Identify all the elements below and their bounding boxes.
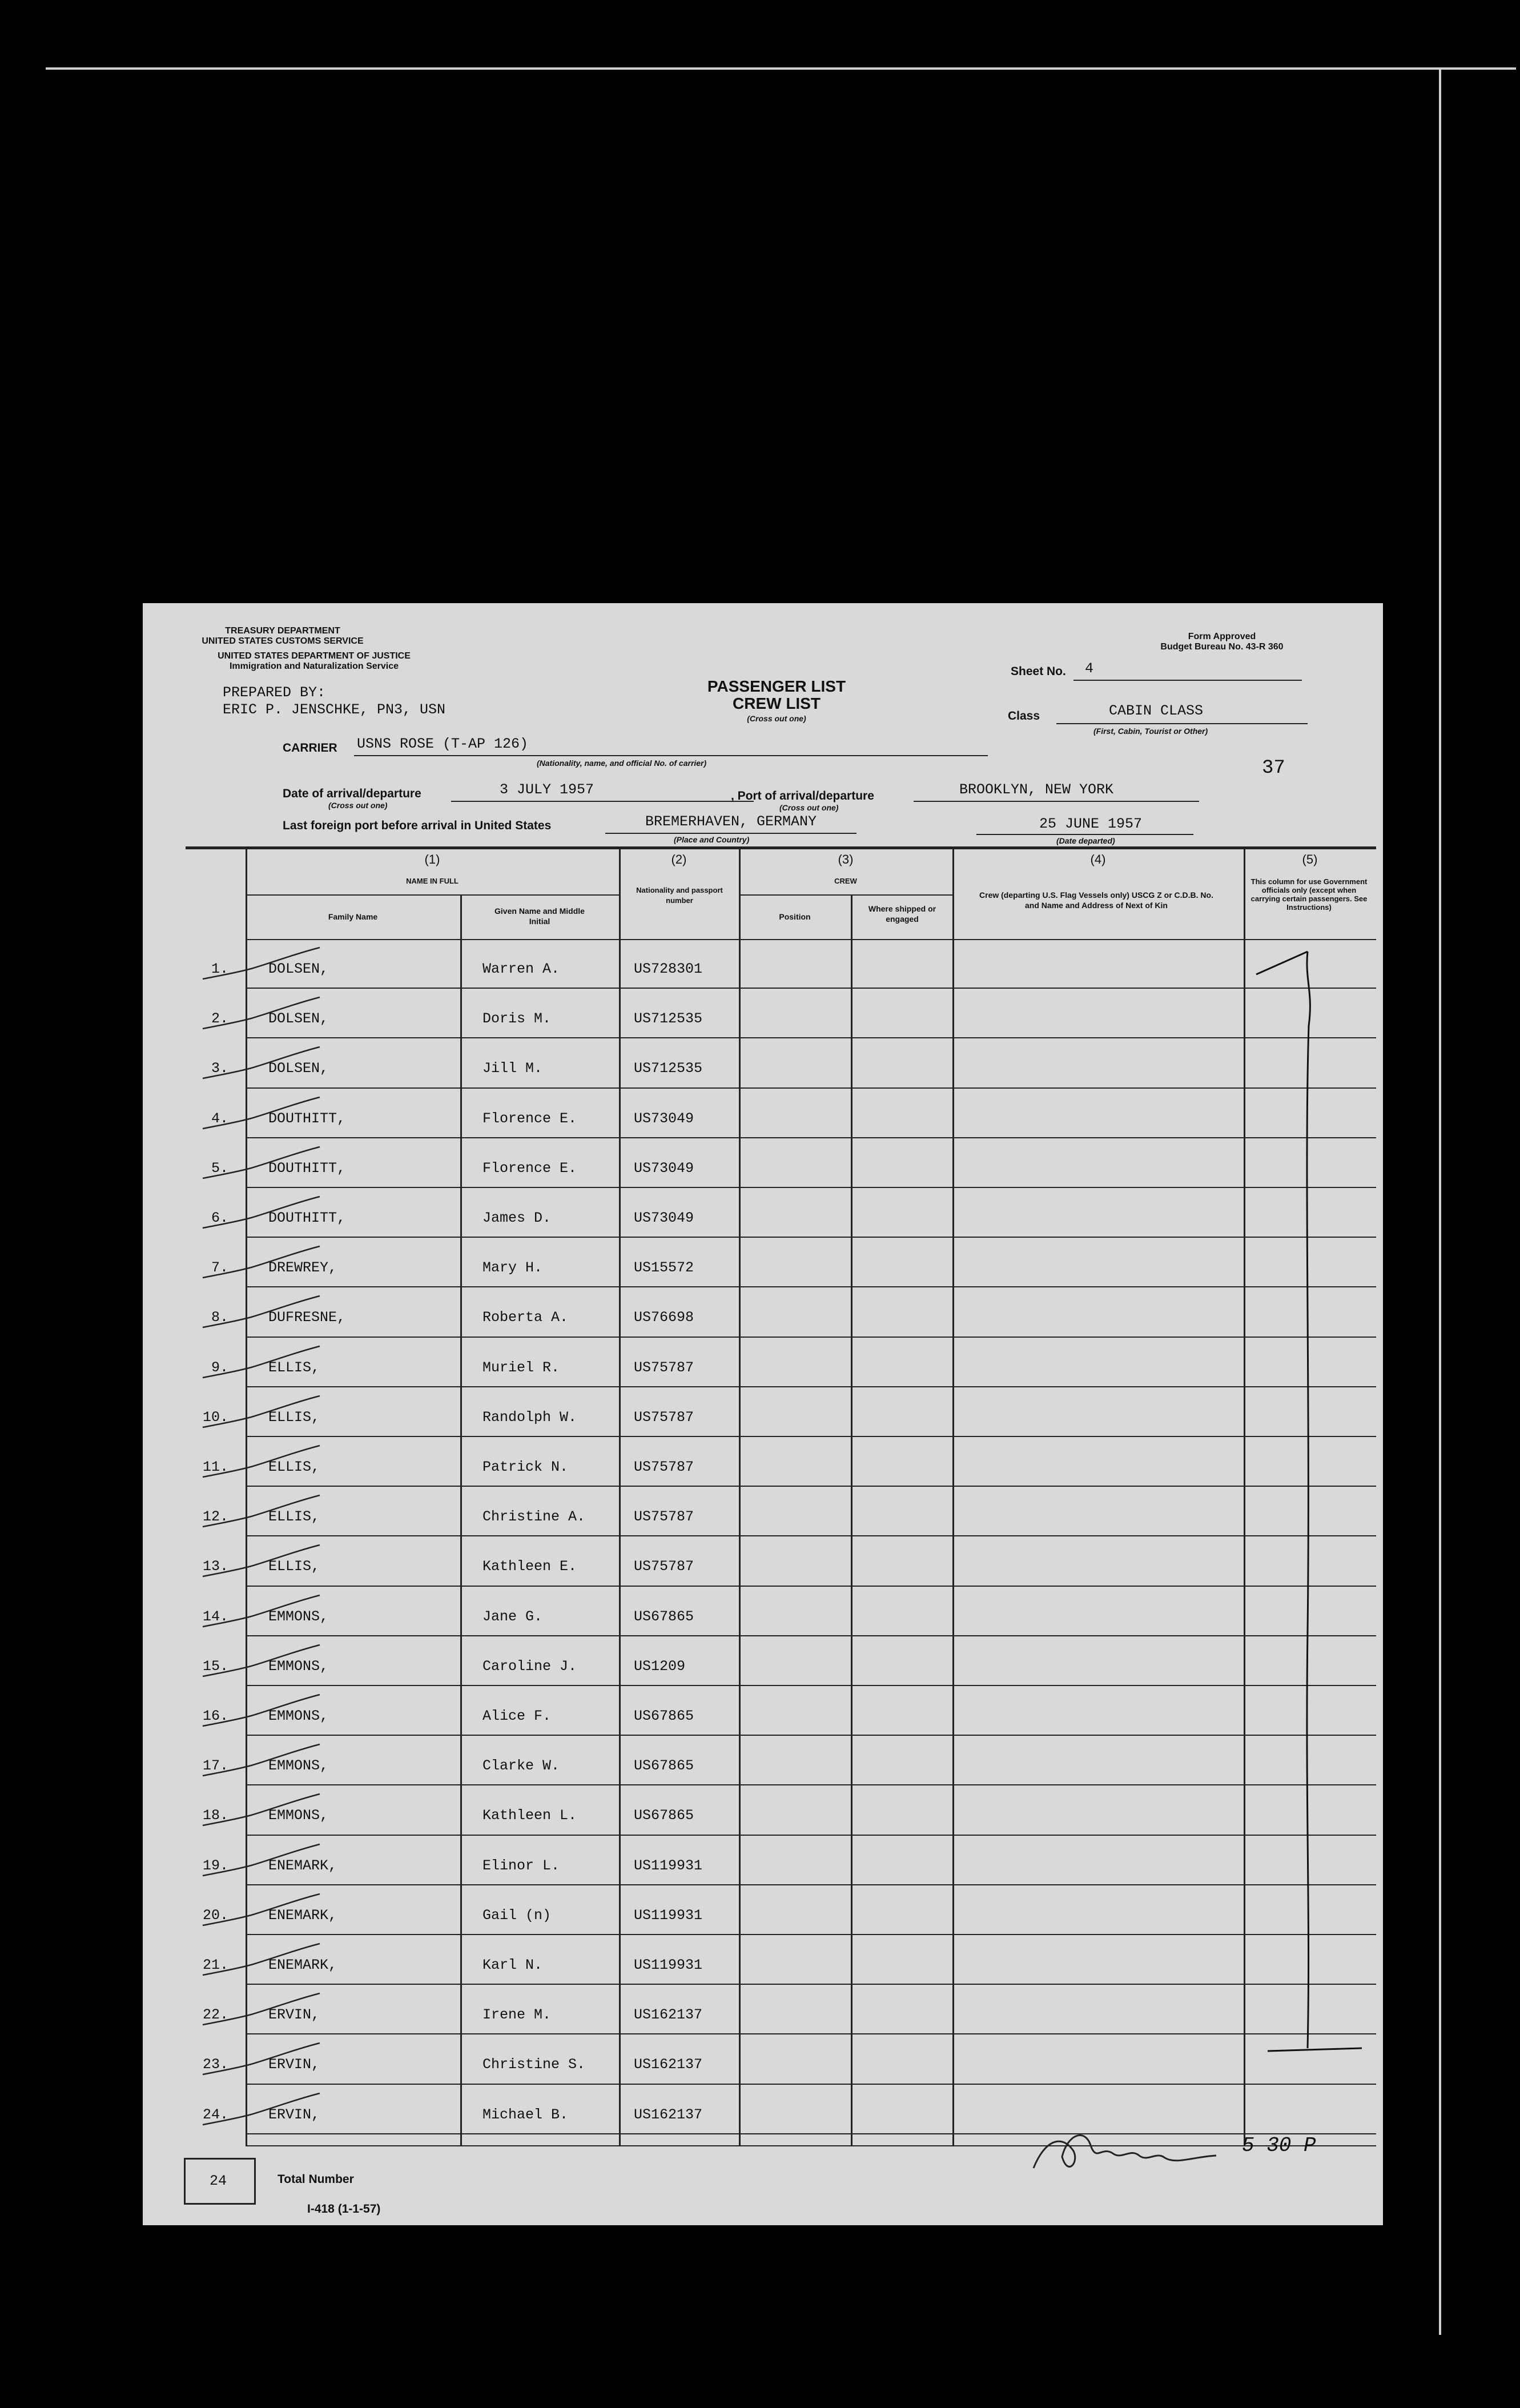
table-row [143, 1785, 1383, 1835]
check-mark [200, 1293, 325, 1333]
total-number-value: 24 [209, 2173, 227, 2189]
table-row [143, 939, 1383, 989]
passport-cell: US119931 [634, 1957, 703, 1973]
family-name-cell: ELLIS, [268, 1408, 320, 1426]
passport-cell: US1209 [634, 1657, 686, 1675]
row-number: 18. [202, 1807, 228, 1824]
total-number-label: Total Number [278, 2173, 354, 2186]
check-mark [200, 1094, 325, 1134]
carrier-hint: (Nationality, name, and official No. of carrier) [537, 758, 707, 768]
family-name-cell: ELLIS, [268, 1558, 320, 1575]
date-departed-hint: (Date departed) [1056, 836, 1115, 845]
agency-line: UNITED STATES DEPARTMENT OF JUSTICE [218, 651, 411, 661]
given-name-cell: Irene M. [482, 2006, 552, 2024]
frame-border-top [46, 67, 1516, 70]
passport-cell: US119931 [634, 1907, 703, 1924]
table-row [143, 1985, 1383, 2034]
table-row [143, 1138, 1383, 1188]
family-name-cell: DOLSEN, [268, 961, 329, 977]
table-row [143, 1487, 1383, 1536]
given-name-cell: Warren A. [482, 961, 560, 977]
prepared-by: ERIC P. JENSCHKE, PN3, USN [223, 701, 446, 718]
check-mark [200, 1492, 325, 1532]
passport-cell: US728301 [634, 961, 703, 977]
table-row [143, 2034, 1383, 2084]
agency-line: UNITED STATES CUSTOMS SERVICE [202, 636, 364, 646]
check-mark [200, 1891, 325, 1931]
given-name-cell: Michael B. [482, 2106, 569, 2123]
row-number: 7. [211, 1259, 228, 1277]
check-mark [200, 1243, 325, 1283]
sheet-label: Sheet No. [1011, 665, 1066, 678]
given-name-cell: Roberta A. [482, 1309, 569, 1326]
table-row [143, 1387, 1383, 1437]
table-row [143, 1437, 1383, 1487]
check-mark [200, 1941, 325, 1981]
class-underline [1056, 723, 1308, 724]
family-name-cell: ERVIN, [268, 2006, 320, 2024]
given-name-cell: Mary H. [482, 1259, 543, 1277]
table-row [143, 1338, 1383, 1387]
check-mark [200, 1343, 325, 1383]
check-mark [200, 945, 325, 985]
col1-number: (1) [424, 852, 440, 866]
col4-title: Crew (departing U.S. Flag Vessels only) USCG Z or C.D.B. No. and Name and Address of Next of Kin [979, 890, 1213, 910]
passport-cell: US162137 [634, 2106, 703, 2123]
last-port-label: Last foreign port before arrival in United States [283, 819, 552, 832]
given-name-cell: Florence E. [482, 1159, 577, 1177]
family-name-cell: EMMONS, [268, 1807, 329, 1824]
agency-block [188, 626, 377, 647]
row-number: 24. [202, 2106, 228, 2123]
port-value: BROOKLYN, NEW YORK [959, 781, 1114, 798]
port-hint: (Cross out one) [779, 803, 839, 812]
row-number: 8. [211, 1309, 228, 1326]
table-row [143, 1636, 1383, 1686]
check-mark [200, 994, 325, 1034]
check-mark [200, 1144, 325, 1184]
table-row [143, 1686, 1383, 1736]
carrier-underline [354, 755, 988, 756]
given-name-cell: Kathleen E. [482, 1558, 577, 1575]
given-name-cell: Elinor L. [482, 1857, 560, 1874]
date-underline [451, 801, 754, 802]
passport-cell: US75787 [634, 1508, 694, 1526]
given-name-cell: Jane G. [482, 1608, 543, 1625]
check-mark [200, 1692, 325, 1732]
row-number: 22. [202, 2006, 228, 2024]
passport-cell: US15572 [634, 1259, 694, 1277]
check-mark [200, 1393, 325, 1433]
passport-cell: US75787 [634, 1408, 694, 1426]
col5-title: This column for use Government officials only (except when carrying certain passengers. See Instructions) [1250, 877, 1368, 912]
table-row [143, 1188, 1383, 1238]
crew-list-form [143, 603, 1383, 2225]
date-departed-underline [976, 834, 1193, 835]
passport-cell: US73049 [634, 1210, 694, 1226]
family-name-cell: DOUTHITT, [268, 1110, 346, 1127]
date-label: Date of arrival/departure [283, 787, 421, 800]
given-name-cell: Patrick N. [482, 1459, 569, 1475]
table-row [143, 989, 1383, 1038]
agency-line: Immigration and Naturalization Service [229, 661, 399, 671]
family-name-cell: ENEMARK, [268, 1857, 337, 1874]
frame-border-right [1439, 67, 1441, 2335]
check-mark [200, 1044, 325, 1084]
check-mark [200, 1791, 325, 1831]
family-name-cell: EMMONS, [268, 1657, 329, 1675]
given-name-cell: James D. [482, 1210, 552, 1226]
port-underline [914, 801, 1199, 802]
handwritten-note: 5 30 P [1242, 2134, 1316, 2157]
col1-given-header: Given Name and Middle Initial [494, 906, 585, 926]
col4-number: (4) [1090, 852, 1106, 866]
passport-cell: US162137 [634, 2006, 703, 2024]
class-value: CABIN CLASS [1109, 703, 1204, 719]
row-number: 17. [202, 1757, 228, 1775]
row-number: 20. [202, 1907, 228, 1924]
form-number: I-418 (1-1-57) [307, 2202, 381, 2216]
budget-bureau-text: Budget Bureau No. 43-R 360 [1160, 642, 1284, 652]
title-crew-list: CREW LIST [733, 695, 821, 712]
family-name-cell: DOLSEN, [268, 1060, 329, 1077]
carrier-value: USNS ROSE (T-AP 126) [357, 736, 529, 752]
title-passenger-list: PASSENGER LIST [707, 677, 846, 695]
row-number: 10. [202, 1408, 228, 1426]
form-approved [1125, 632, 1319, 652]
family-name-cell: DOUTHITT, [268, 1210, 346, 1226]
table-row [143, 1287, 1383, 1337]
row-number: 21. [202, 1957, 228, 1973]
row-number: 15. [202, 1657, 228, 1675]
row-number: 6. [211, 1210, 228, 1226]
row-number: 9. [211, 1359, 228, 1376]
passport-cell: US712535 [634, 1060, 703, 1077]
given-name-cell: Jill M. [482, 1060, 543, 1077]
given-name-cell: Randolph W. [482, 1408, 577, 1426]
table-row [143, 1836, 1383, 1885]
family-name-cell: ELLIS, [268, 1359, 320, 1376]
table-row [143, 1935, 1383, 1985]
check-mark [200, 1592, 325, 1632]
given-name-cell: Muriel R. [482, 1359, 560, 1376]
family-name-cell: ENEMARK, [268, 1907, 337, 1924]
last-port-hint: (Place and Country) [674, 835, 750, 844]
table-row [143, 1885, 1383, 1935]
class-hint: (First, Cabin, Tourist or Other) [1093, 727, 1208, 736]
family-name-cell: ELLIS, [268, 1508, 320, 1526]
col5-number: (5) [1302, 852, 1318, 866]
check-mark [200, 1990, 325, 2030]
row-number: 5. [211, 1159, 228, 1177]
given-name-cell: Christine S. [482, 2056, 586, 2073]
header-sub-rule [246, 894, 619, 896]
given-name-cell: Alice F. [482, 1708, 552, 1724]
col3-position-header: Position [779, 912, 811, 921]
given-name-cell: Clarke W. [482, 1757, 560, 1775]
family-name-cell: ERVIN, [268, 2106, 320, 2123]
col1-title: NAME IN FULL [406, 877, 459, 885]
passport-cell: US67865 [634, 1757, 694, 1775]
sheet-underline [1073, 680, 1302, 681]
check-mark [200, 1194, 325, 1234]
given-name-cell: Kathleen L. [482, 1807, 577, 1824]
check-mark [200, 2090, 325, 2130]
given-name-cell: Gail (n) [482, 1907, 552, 1924]
class-label: Class [1008, 709, 1040, 723]
passport-cell: US75787 [634, 1359, 694, 1376]
family-name-cell: EMMONS, [268, 1608, 329, 1625]
cross-out-hint: (Cross out one) [747, 714, 806, 723]
family-name-cell: EMMONS, [268, 1757, 329, 1775]
date-departed-value: 25 JUNE 1957 [1039, 816, 1143, 832]
family-name-cell: DOUTHITT, [268, 1159, 346, 1177]
col1-family-header: Family Name [328, 912, 378, 921]
sheet-number: 4 [1085, 660, 1094, 677]
table-row [143, 1089, 1383, 1138]
page-number: 37 [1262, 757, 1285, 779]
passport-cell: US73049 [634, 1159, 694, 1177]
given-name-cell: Caroline J. [482, 1657, 577, 1675]
row-number: 11. [202, 1459, 228, 1475]
col3-number: (3) [838, 852, 854, 866]
check-mark [200, 2040, 325, 2080]
official-bracket-mark [1245, 946, 1376, 2065]
table-row [143, 1587, 1383, 1636]
col2-title: Nationality and passport number [636, 886, 723, 905]
agency-line: TREASURY DEPARTMENT [225, 626, 340, 636]
row-number: 12. [202, 1508, 228, 1526]
given-name-cell: Doris M. [482, 1010, 552, 1028]
family-name-cell: DREWREY, [268, 1259, 337, 1277]
given-name-cell: Florence E. [482, 1110, 577, 1127]
inspector-signature [1022, 2122, 1228, 2185]
col3-title: CREW [834, 877, 857, 885]
table-row [143, 1736, 1383, 1785]
passport-cell: US75787 [634, 1459, 694, 1475]
passport-cell: US712535 [634, 1010, 703, 1028]
last-port-value: BREMERHAVEN, GERMANY [645, 813, 817, 830]
passport-cell: US73049 [634, 1110, 694, 1127]
family-name-cell: ELLIS, [268, 1459, 320, 1475]
family-name-cell: ENEMARK, [268, 1957, 337, 1973]
passport-cell: US75787 [634, 1558, 694, 1575]
row-number: 14. [202, 1608, 228, 1625]
table-row [143, 1536, 1383, 1586]
row-number: 4. [211, 1110, 228, 1127]
last-port-underline [605, 833, 856, 834]
row-number: 2. [211, 1010, 228, 1028]
passport-cell: US67865 [634, 1807, 694, 1824]
given-name-cell: Karl N. [482, 1957, 543, 1973]
given-name-cell: Christine A. [482, 1508, 586, 1526]
family-name-cell: DOLSEN, [268, 1010, 329, 1028]
family-name-cell: DUFRESNE, [268, 1309, 346, 1326]
col3-where-header: Where shipped or engaged [868, 904, 936, 924]
check-mark [200, 1741, 325, 1781]
prepared-by-label: PREPARED BY: [223, 684, 326, 701]
row-number: 13. [202, 1558, 228, 1575]
port-label: , Port of arrival/departure [731, 789, 874, 802]
passport-cell: US67865 [634, 1608, 694, 1625]
row-number: 1. [211, 961, 228, 977]
col2-number: (2) [671, 852, 687, 866]
check-mark [200, 1542, 325, 1582]
date-value: 3 JULY 1957 [500, 781, 594, 798]
passport-cell: US119931 [634, 1857, 703, 1874]
check-mark [200, 1642, 325, 1682]
check-mark [200, 1443, 325, 1483]
row-number: 3. [211, 1060, 228, 1077]
form-approved-text: Form Approved [1188, 632, 1256, 641]
agency-block-2 [194, 651, 434, 672]
header-sub-rule-crew [739, 894, 952, 896]
row-number: 23. [202, 2056, 228, 2073]
family-name-cell: EMMONS, [268, 1708, 329, 1724]
table-top-rule-thick [186, 846, 1376, 849]
passport-cell: US67865 [634, 1708, 694, 1724]
date-hint: (Cross out one) [328, 801, 388, 810]
passport-cell: US162137 [634, 2056, 703, 2073]
check-mark [200, 1841, 325, 1881]
passport-cell: US76698 [634, 1309, 694, 1326]
table-row [143, 1238, 1383, 1287]
carrier-label: CARRIER [283, 741, 337, 754]
table-row [143, 1038, 1383, 1088]
row-number: 19. [202, 1857, 228, 1874]
family-name-cell: ERVIN, [268, 2056, 320, 2073]
row-number: 16. [202, 1708, 228, 1724]
